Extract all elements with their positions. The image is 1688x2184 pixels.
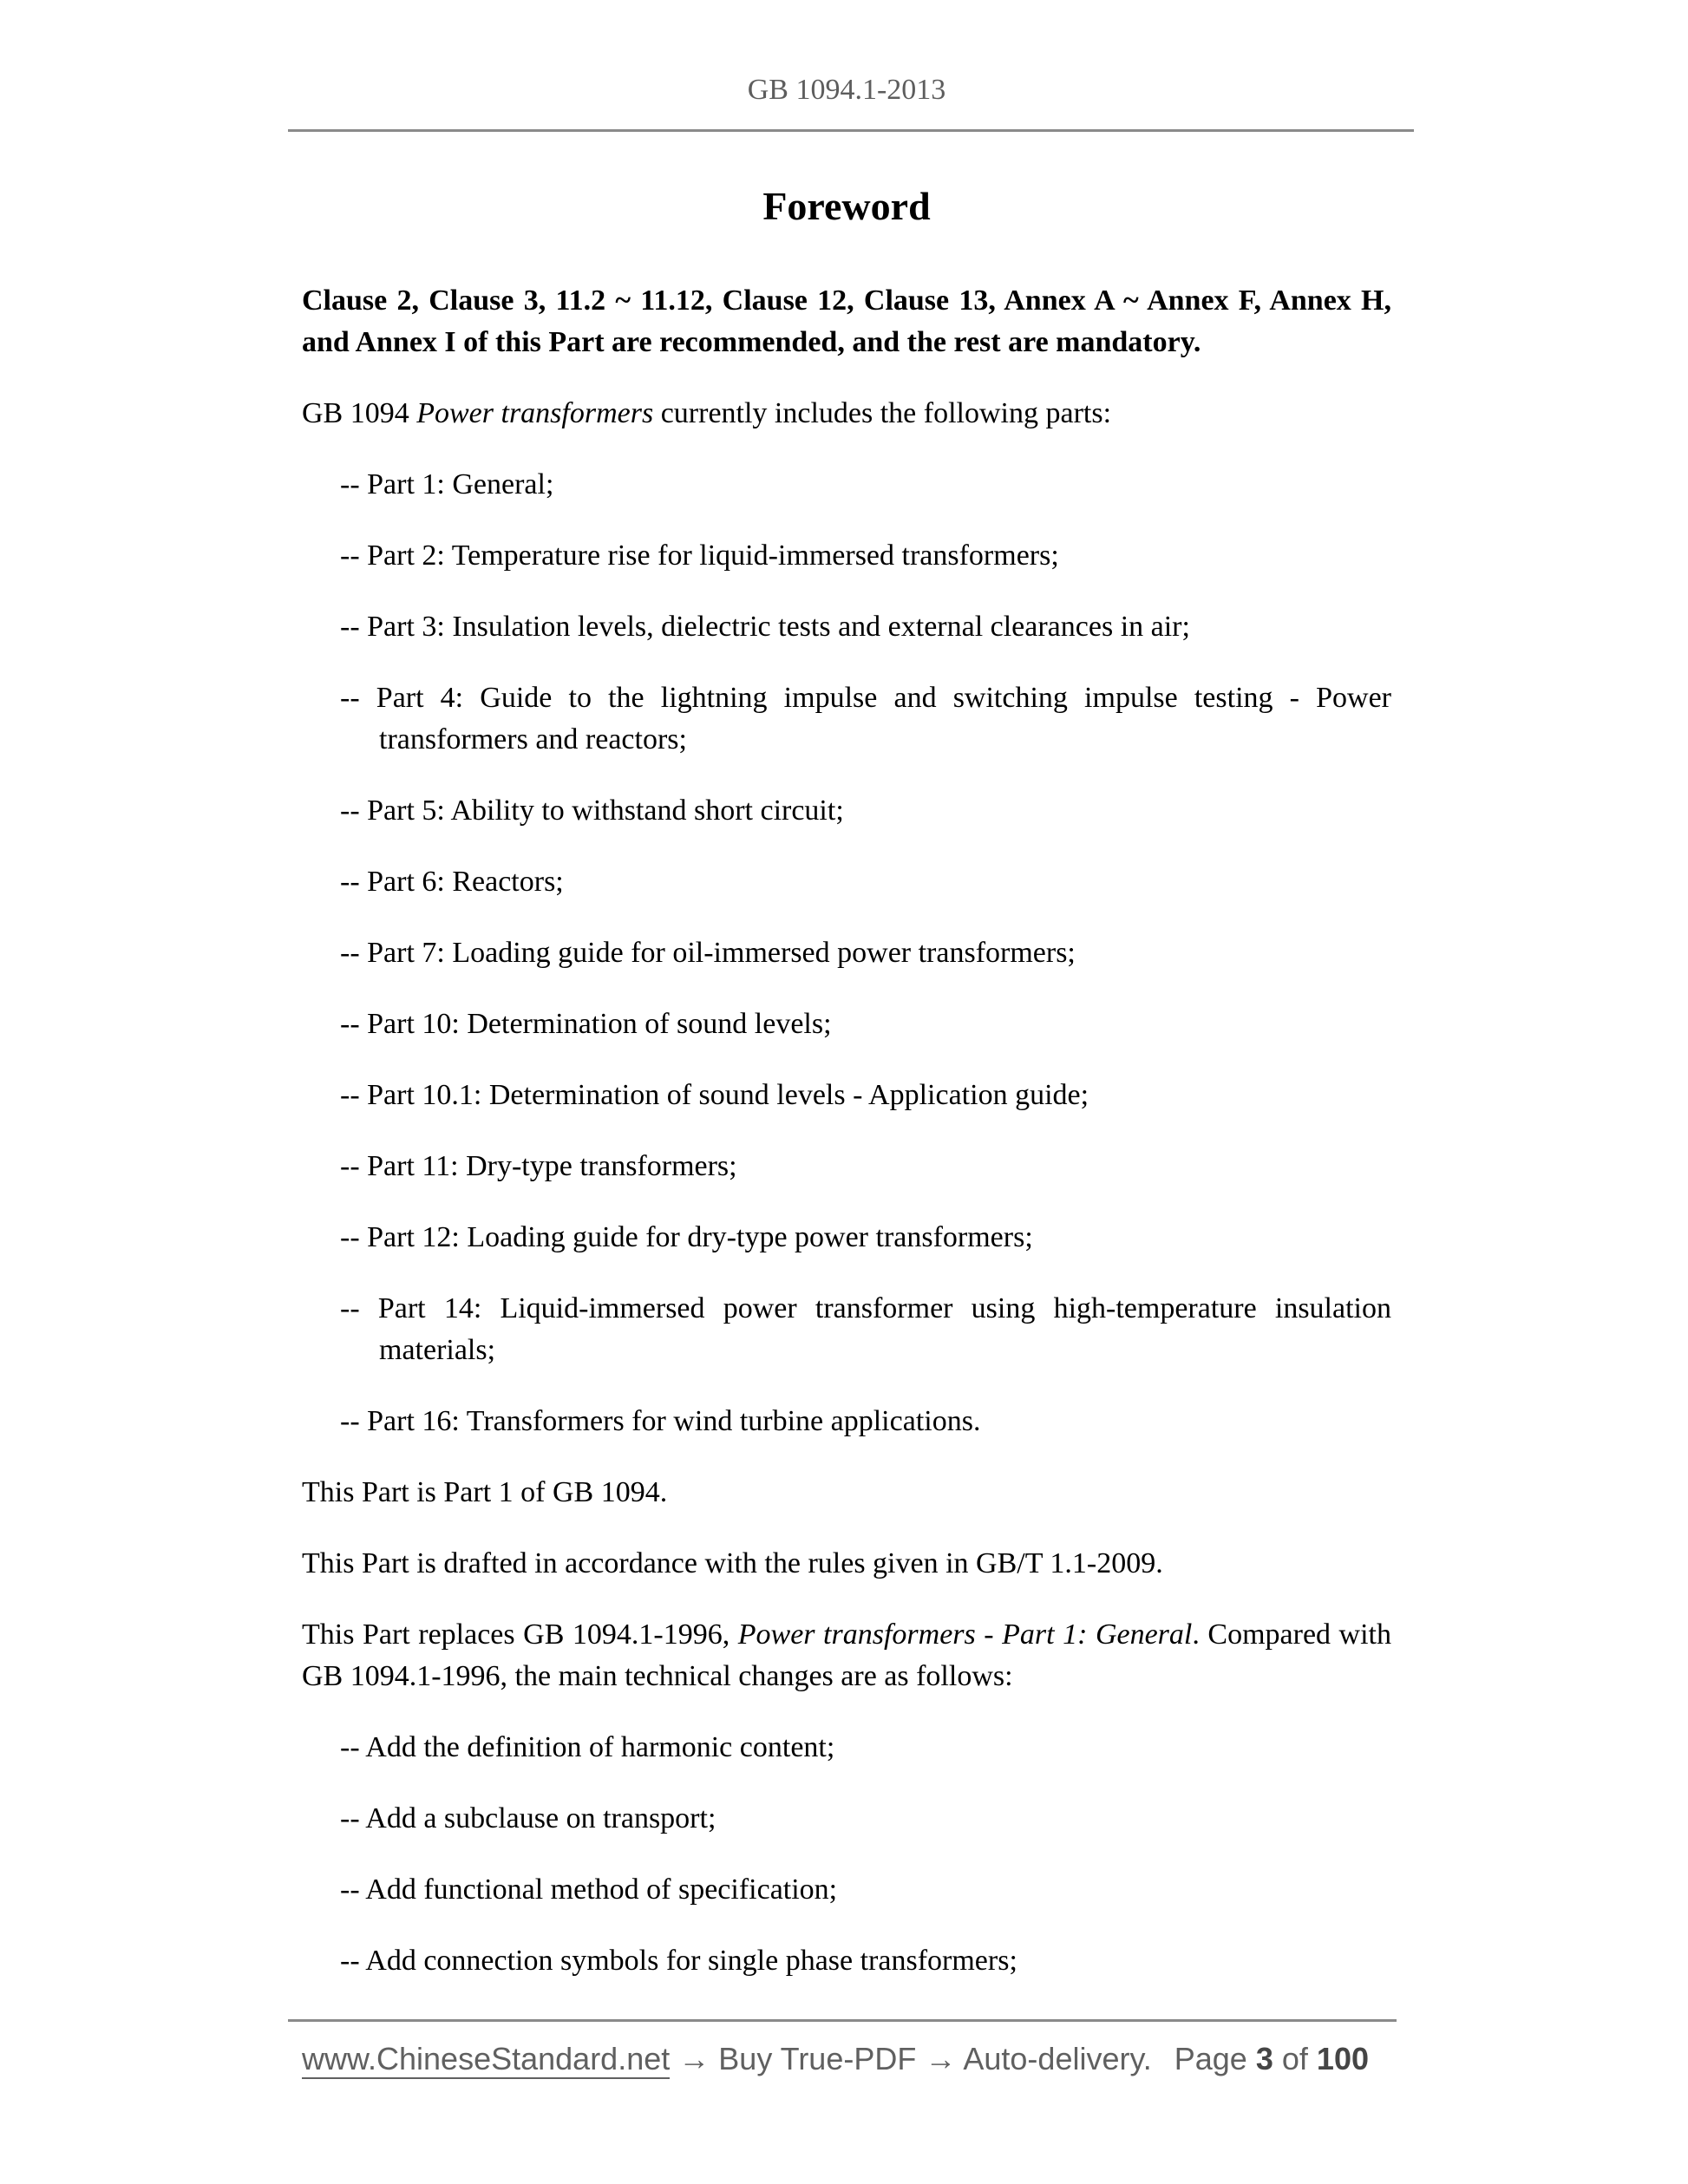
page-total-number: 100 xyxy=(1316,2041,1369,2076)
parts-list-item: -- Part 12: Loading guide for dry-type power transformers; xyxy=(340,1221,1033,1253)
footer-site-link[interactable]: www.ChineseStandard.net xyxy=(302,2041,670,2079)
changes-list-item: -- Add a subclause on transport; xyxy=(340,1802,716,1834)
page-title: Foreword xyxy=(762,184,931,228)
page-current-number: 3 xyxy=(1255,2041,1273,2076)
changes-list xyxy=(302,1727,1391,1982)
parts-list-item: -- Part 11: Dry-type transformers; xyxy=(340,1150,737,1182)
page-label: Page xyxy=(1174,2041,1247,2076)
parts-intro-suffix: currently includes the following parts: xyxy=(653,397,1112,429)
right-arrow-icon: → xyxy=(678,2041,710,2076)
footer-action-delivery: Auto-delivery. xyxy=(963,2041,1152,2076)
parts-list-item: -- Part 10: Determination of sound levels; xyxy=(340,1008,832,1040)
parts-list-item: -- Part 14: Liquid-immersed power transformer using high-temperature insulation materials; xyxy=(340,1292,1391,1366)
parts-list-item: -- Part 2: Temperature rise for liquid-immersed transformers; xyxy=(340,539,1059,572)
document-content xyxy=(302,0,1391,2011)
parts-intro-prefix: GB 1094 xyxy=(302,397,417,429)
lead-paragraph: Clause 2, Clause 3, 11.2 ~ 11.12, Clause 12, Clause 13, Annex A ~ Annex F, Annex H, and Annex I of this Part are recommended, and the rest are mandatory. xyxy=(302,284,1391,358)
parts-list-item: -- Part 5: Ability to withstand short circuit; xyxy=(340,794,844,827)
footer-left-group xyxy=(302,2040,1152,2078)
parts-list-item: -- Part 16: Transformers for wind turbine applications. xyxy=(340,1405,981,1437)
paragraph-part-of: This Part is Part 1 of GB 1094. xyxy=(302,1476,668,1508)
replaces-italic-title: Power transformers - Part 1: General xyxy=(737,1618,1193,1651)
replaces-suffix: . Compared with GB 1094.1-1996, the main technical changes are as follows: xyxy=(302,1618,1392,1692)
header-rule xyxy=(288,129,1414,132)
parts-intro-paragraph xyxy=(302,393,1391,435)
changes-list-item: -- Add connection symbols for single phase transformers; xyxy=(340,1945,1017,1977)
parts-list-item: -- Part 7: Loading guide for oil-immersed power transformers; xyxy=(340,937,1076,969)
right-arrow-icon: → xyxy=(925,2041,957,2076)
footer xyxy=(302,2040,1391,2078)
parts-list-item: -- Part 3: Insulation levels, dielectric tests and external clearances in air; xyxy=(340,611,1190,643)
parts-list-item: -- Part 1: General; xyxy=(340,468,554,500)
paragraph-replaces xyxy=(302,1614,1391,1697)
page-indicator xyxy=(1174,2040,1391,2078)
parts-list-item: -- Part 10.1: Determination of sound levels - Application guide; xyxy=(340,1079,1089,1111)
parts-intro-italic-title: Power transformers xyxy=(416,397,654,429)
parts-list-item: -- Part 6: Reactors; xyxy=(340,866,564,898)
of-label: of xyxy=(1281,2041,1308,2076)
changes-list-item: -- Add the definition of harmonic content; xyxy=(340,1731,835,1763)
footer-action-buy: Buy True-PDF xyxy=(718,2041,917,2076)
footer-rule xyxy=(288,2019,1397,2022)
document-header-standard-number: GB 1094.1-2013 xyxy=(747,74,946,106)
parts-list xyxy=(302,464,1391,1442)
paragraph-drafted: This Part is drafted in accordance with the rules given in GB/T 1.1-2009. xyxy=(302,1547,1163,1579)
replaces-prefix: This Part replaces GB 1094.1-1996, xyxy=(302,1618,738,1651)
parts-list-item: -- Part 4: Guide to the lightning impulse and switching impulse testing - Power transformers and reactors; xyxy=(340,682,1391,755)
changes-list-item: -- Add functional method of specification; xyxy=(340,1873,838,1906)
